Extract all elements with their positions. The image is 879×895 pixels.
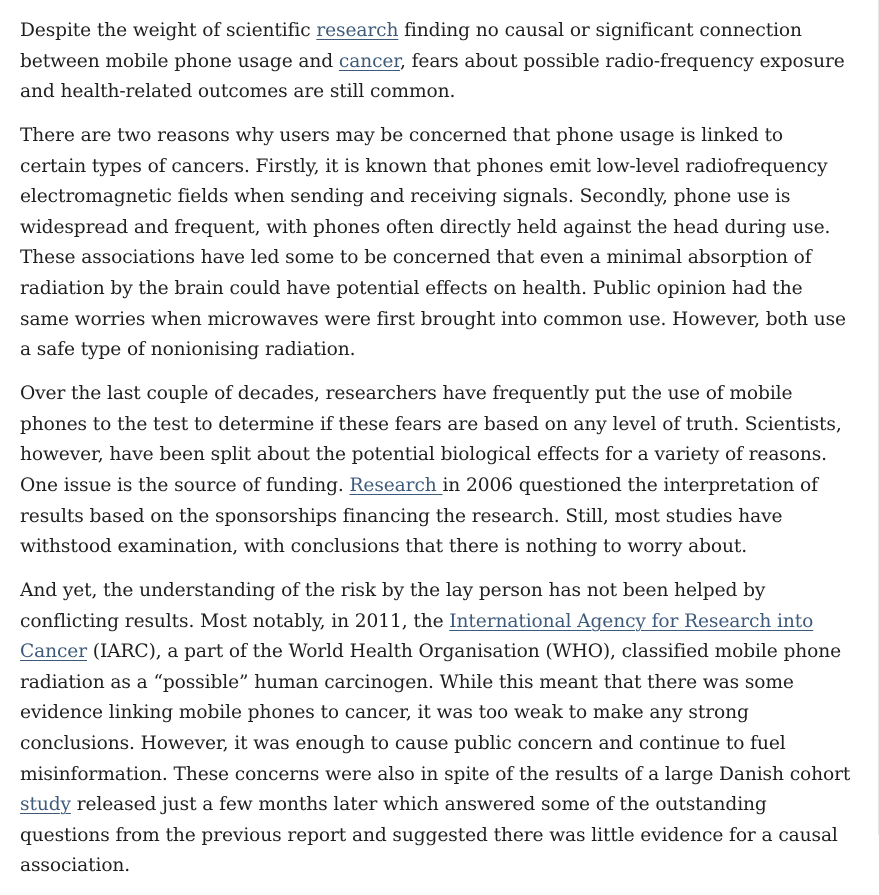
danish-study-link[interactable]: study [20, 794, 71, 816]
paragraph-4-text-c: released just a few months later which answered some of the outstanding questions from the previous report and suggested there was little evidence for a causal association. [20, 794, 838, 877]
paragraph-4 [20, 576, 852, 882]
iarc-link[interactable]: International Agency for Research into Cancer [20, 610, 814, 663]
paragraph-1 [20, 16, 852, 108]
research-link[interactable]: research [316, 20, 399, 41]
paragraph-3 [20, 379, 852, 563]
paragraph-1-text-a: Despite the weight of scientific [20, 20, 317, 41]
paragraph-4-text-a: And yet, the understanding of the risk by the lay person has not been helped by conflicting results. Most notably, in 2011, the [20, 579, 766, 632]
research-2006-link[interactable]: Research [349, 474, 443, 496]
paragraph-2: There are two reasons why users may be concerned that phone usage is linked to certain types of cancers. Firstly, it is known that phones emit low-level radiofrequency electromagnetic fields when sending and receiving signals. Secondly, phone use is widespread and frequent, with phones often directly held against the head during use. These associations have led some to be concerned that even a minimal absorption of radiation by the brain could have potential effects on health. Public opinion had the same worries when microwaves were first brought into common use. However, both use a safe type of nonionising radiation. [20, 125, 846, 361]
paragraph-4-text-b: (IARC), a part of the World Health Organisation (WHO), classified mobile phone radiation as a “possible” human carcinogen. While this meant that there was some evidence linking mobile phones to cancer, it was too weak to make any strong conclusions. However, it was enough to cause public concern and continue to fuel misinformation. These concerns were also in spite of the results of a large Danish cohort [20, 641, 851, 785]
paragraph-1-text-b: finding no causal or significant connection between mobile phone usage and [20, 20, 802, 72]
paragraph-3-text-a: Over the last couple of decades, researchers have frequently put the use of mobile phones to the test to determine if these fears are based on any level of truth. Scientists, however, have been split about the potential biological effects for a variety of reasons. One issue is the source of funding. [20, 383, 842, 496]
paragraph-1-text-c: , fears about possible radio-frequency exposure and health-related outcomes are still common. [20, 50, 845, 103]
cancer-link[interactable]: cancer [338, 50, 401, 72]
article-body [20, 16, 852, 895]
paragraph-3-text-b: in 2006 questioned the interpretation of results based on the sponsorships financing the research. Still, most studies have withstood examination, with conclusions that there is nothing to worry about. [20, 474, 818, 558]
